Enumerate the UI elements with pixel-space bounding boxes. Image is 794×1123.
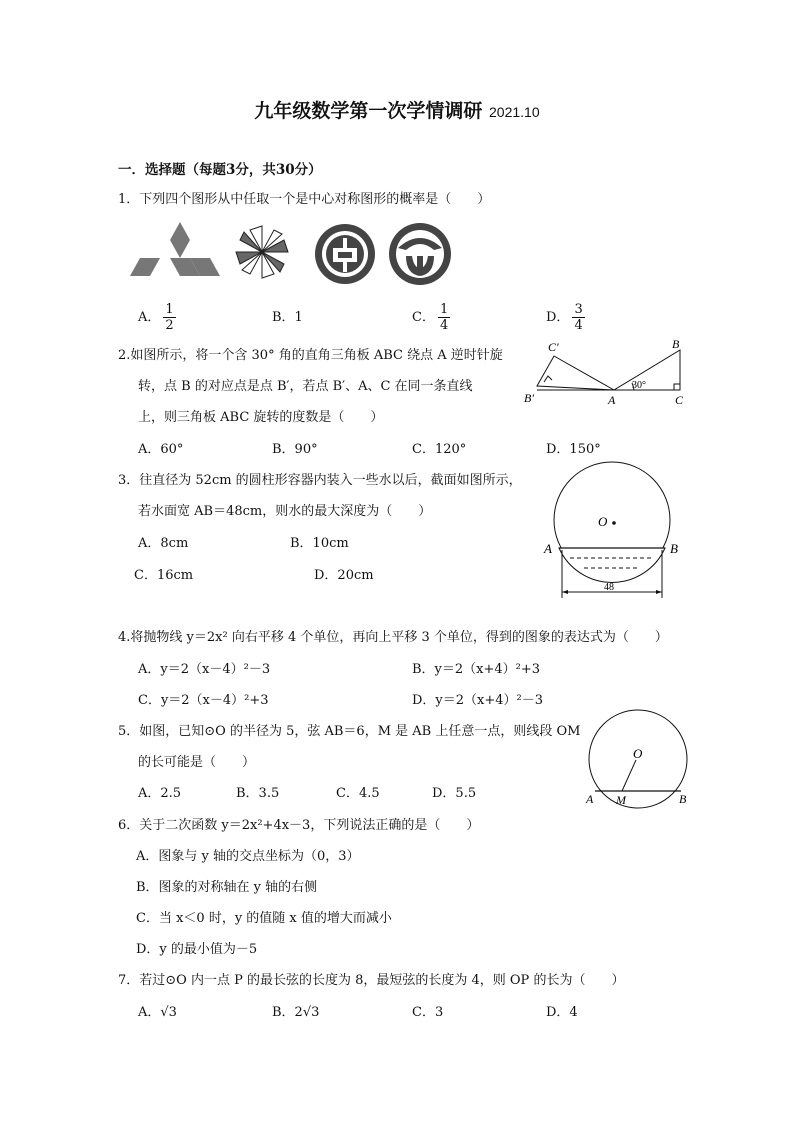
- label-a: A: [586, 792, 594, 806]
- q7-option-c: C．3: [412, 1005, 444, 1020]
- q6-option-d: D．y 的最小值为－5: [136, 942, 258, 957]
- q1-option-a: A． $\frac{1}{2}$: [138, 302, 174, 333]
- label-o: O: [598, 514, 608, 529]
- q1-option-d: D． $\frac{3}{4}$: [546, 302, 583, 333]
- label-width: 48: [604, 582, 614, 593]
- title-text: 九年级数学第一次学情调研: [254, 100, 483, 122]
- exam-date: 2021.10: [489, 104, 540, 120]
- label-b: B: [672, 337, 680, 351]
- q2-option-a: A．60°: [138, 442, 184, 457]
- label-c-prime: C′: [548, 340, 559, 354]
- emblem-figure: [389, 223, 451, 285]
- label-b-prime: B′: [524, 391, 534, 405]
- q1-figures: [120, 222, 460, 292]
- q7-option-a: A．√3: [138, 1005, 177, 1020]
- q5-option-a: A．2.5: [138, 786, 182, 801]
- q7-stem: 7．若过⊙O 内一点 P 的最长弦的长度为 8，最短弦的长度为 4，则 OP 的长为（ ）: [118, 973, 625, 988]
- q1-stem: 1．下列四个图形从中任取一个是中心对称图形的概率是（ ）: [118, 192, 491, 207]
- q6-option-a: A．图象与 y 轴的交点坐标为（0，3）: [136, 849, 360, 864]
- q4-option-b: B．y＝2（x+4）²+3: [412, 662, 541, 677]
- fraction: $\frac{1}{4}$: [439, 302, 449, 333]
- label-o: O: [633, 746, 643, 761]
- label-m: M: [616, 793, 626, 807]
- q3-option-a: A．8cm: [138, 536, 189, 551]
- fraction: $\frac{1}{2}$: [165, 302, 174, 333]
- q4-stem: 4.将抛物线 y＝2x² 向右平移 4 个单位，再向上平移 3 个单位，得到的图象的表达式为（ ）: [118, 630, 668, 645]
- q5-option-b: B．3.5: [236, 786, 280, 801]
- q2-option-b: B．90°: [272, 442, 318, 457]
- q3-line1: 3．往直径为 52cm 的圆柱形容器内装入一些水以后，截面如图所示，: [118, 473, 522, 488]
- mitsubishi-shape-figure: [130, 222, 220, 276]
- q4-option-a: A．y＝2（x－4）²－3: [138, 662, 271, 677]
- label-a: A: [608, 393, 616, 407]
- q6-option-b: B．图象的对称轴在 y 轴的右侧: [136, 880, 318, 895]
- q6-option-c: C．当 x＜0 时，y 的值随 x 值的增大而减小: [136, 911, 392, 926]
- fraction: $\frac{3}{4}$: [574, 302, 583, 333]
- q2-line1: 2.如图所示，将一个含 30° 角的直角三角板 ABC 绕点 A 逆时针旋: [118, 348, 503, 363]
- q5-line2: 的长可能是（ ）: [138, 755, 256, 770]
- q2-line2: 转，点 B 的对应点是点 B′，若点 B′、A、C 在同一条直线: [138, 379, 473, 394]
- q5-option-c: C．4.5: [336, 786, 380, 801]
- q2-option-d: D．150°: [546, 442, 601, 457]
- q2-line3: 上，则三角板 ABC 旋转的度数是（ ）: [138, 410, 384, 425]
- q4-option-c: C．y＝2（x－4）²+3: [138, 693, 269, 708]
- q7-option-b: B．2√3: [272, 1005, 320, 1020]
- q3-circle-figure: [540, 462, 680, 602]
- q1-option-b: B．1: [272, 310, 303, 325]
- q7-option-d: D．4: [546, 1005, 578, 1020]
- q3-line2: 若水面宽 AB＝48cm，则水的最大深度为（ ）: [138, 504, 432, 519]
- coin-figure: [315, 224, 375, 284]
- label-c: C: [675, 393, 684, 407]
- q3-option-d: D．20cm: [314, 568, 374, 583]
- label-angle: 30°: [632, 380, 646, 391]
- q3-option-c: C．16cm: [134, 568, 194, 583]
- q1-option-c: C． $\frac{1}{4}$: [412, 302, 449, 333]
- q5-option-d: D．5.5: [432, 786, 477, 801]
- q2-option-c: C．120°: [412, 442, 467, 457]
- q3-option-b: B．10cm: [290, 536, 349, 551]
- page-title: [0, 96, 794, 123]
- q6-stem: 6．关于二次函数 y＝2x²+4x－3，下列说法正确的是（ ）: [118, 818, 480, 833]
- label-b: B: [670, 541, 678, 556]
- label-b: B: [679, 792, 687, 806]
- pinwheel-figure: [236, 226, 288, 278]
- q4-option-d: D．y＝2（x+4）²－3: [412, 693, 544, 708]
- label-a: A: [544, 541, 552, 556]
- q5-circle-figure: [582, 712, 702, 812]
- section-heading: 一．选择题（每题3分，共30分）: [118, 162, 322, 178]
- q5-line1: 5．如图，已知⊙O 的半径为 5，弦 AB＝6，M 是 AB 上任意一点，则线段 OM: [118, 724, 581, 739]
- q2-triangle-figure: [520, 338, 690, 408]
